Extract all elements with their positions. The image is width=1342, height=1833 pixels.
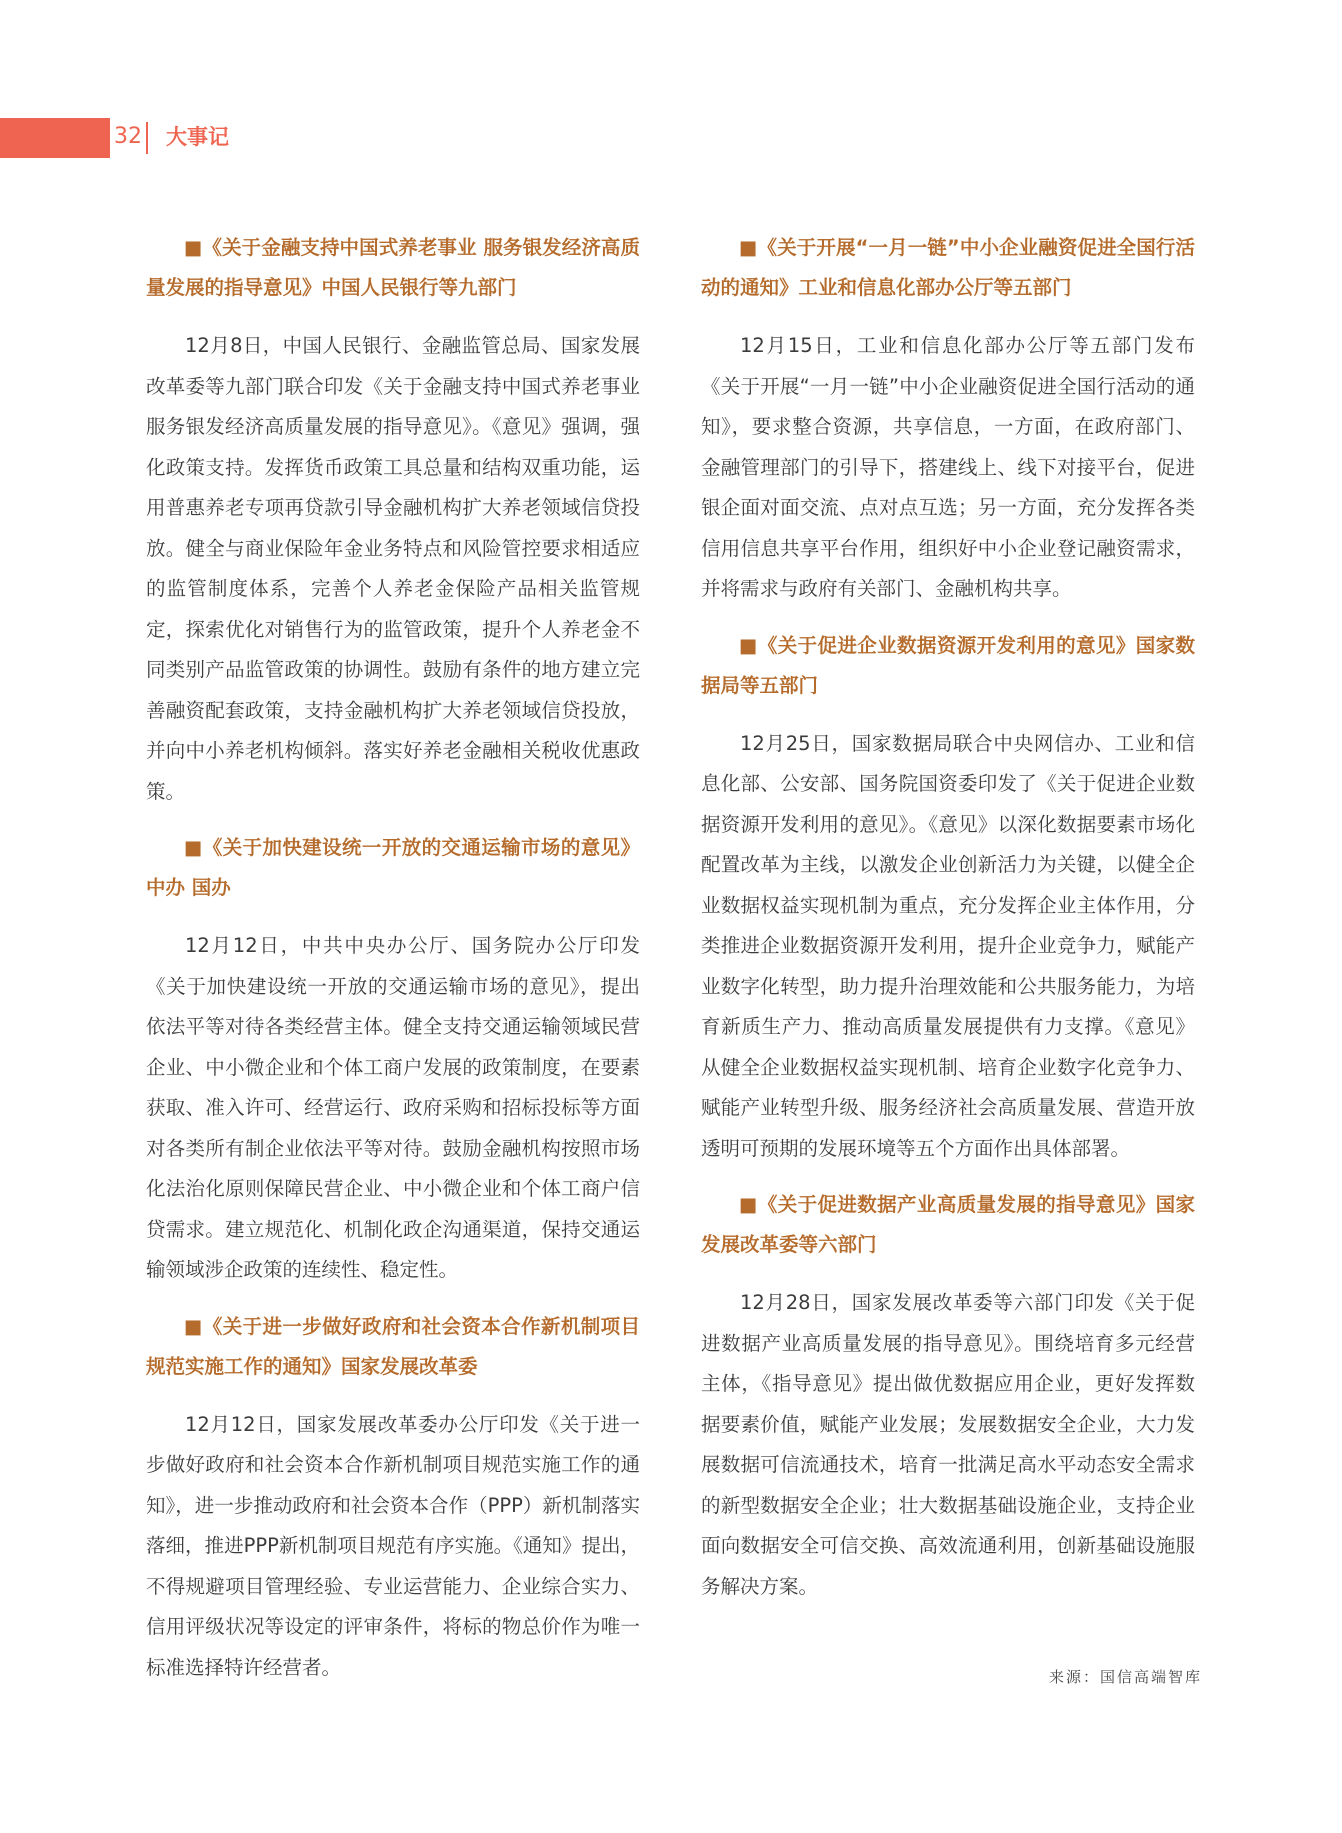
header-divider: [146, 122, 148, 154]
news-item: [146, 228, 640, 812]
item-body: 12月12日，中共中央办公厅、国务院办公厅印发《关于加快建设统一开放的交通运输市场的意见》，提出依法平等对待各类经营主体。健全支持交通运输领域民营企业、中小微企业和个体工商户发展的政策制度，在要素获取、准入许可、经营运行、政府采购和招标投标等方面对各类所有制企业依法平等对待。鼓励金融机构按照市场化法治化原则保障民营企业、中小微企业和个体工商户信贷需求。建立规范化、机制化政企沟通渠道，保持交通运输领域涉企政策的连续性、稳定性。: [146, 934, 640, 1281]
square-bullet-icon: ■: [739, 1193, 758, 1216]
item-title: ■《关于金融支持中国式养老事业 服务银发经济高质量发展的指导意见》中国人民银行等九部门: [146, 228, 640, 308]
square-bullet-icon: ■: [184, 236, 203, 259]
item-body: 12月28日，国家发展改革委等六部门印发《关于促进数据产业高质量发展的指导意见》。围绕培育多元经营主体，《指导意见》提出做优数据应用企业，更好发挥数据要素价值，赋能产业发展；发展数据安全企业，大力发展数据可信流通技术，培育一批满足高水平动态安全需求的新型数据安全企业；壮大数据基础设施企业，支持企业面向数据安全可信交换、高效流通利用，创新基础设施服务解决方案。: [701, 1291, 1195, 1598]
news-item: [701, 626, 1195, 1170]
header-accent-bar: [0, 118, 110, 158]
item-body: 12月15日，工业和信息化部办公厅等五部门发布《关于开展“一月一链”中小企业融资促进全国行活动的通知》，要求整合资源，共享信息，一方面，在政府部门、金融管理部门的引导下，搭建线上、线下对接平台，促进银企面对面交流、点对点互选；另一方面，充分发挥各类信用信息共享平台作用，组织好中小企业登记融资需求，并将需求与政府有关部门、金融机构共享。: [701, 334, 1195, 600]
page-number: 32: [114, 124, 142, 149]
source-credit: 来源：国信高端智库: [1048, 1668, 1202, 1686]
square-bullet-icon: ■: [739, 236, 758, 259]
item-body: 12月12日，国家发展改革委办公厅印发《关于进一步做好政府和社会资本合作新机制项目规范实施工作的通知》，进一步推动政府和社会资本合作（PPP）新机制落实落细，推进PPP新机制项目规范有序实施。《通知》提出，不得规避项目管理经验、专业运营能力、企业综合实力、信用评级状况等设定的评审条件，将标的物总价作为唯一标准选择特许经营者。: [146, 1412, 640, 1679]
left-column: [146, 228, 640, 1704]
item-title: ■《关于促进数据产业高质量发展的指导意见》国家发展改革委等六部门: [701, 1185, 1195, 1265]
item-title: ■《关于开展“一月一链”中小企业融资促进全国行活动的通知》工业和信息化部办公厅等五部门: [701, 228, 1195, 308]
item-body: 12月25日，国家数据局联合中央网信办、工业和信息化部、公安部、国务院国资委印发了《关于促进企业数据资源开发利用的意见》。《意见》以深化数据要素市场化配置改革为主线，以激发企业创新活力为关键，以健全企业数据权益实现机制为重点，充分发挥企业主体作用，分类推进企业数据资源开发利用，提升企业竞争力，赋能产业数字化转型，助力提升治理效能和公共服务能力，为培育新质生产力、推动高质量发展提供有力支撑。《意见》从健全企业数据权益实现机制、培育企业数字化竞争力、赋能产业转型升级、服务经济社会高质量发展、营造开放透明可预期的发展环境等五个方面作出具体部署。: [701, 731, 1195, 1160]
news-item: [146, 1307, 640, 1689]
right-column: [701, 228, 1195, 1623]
news-item: [701, 1185, 1195, 1607]
item-body: 12月8日，中国人民银行、金融监管总局、国家发展改革委等九部门联合印发《关于金融支持中国式养老事业 服务银发经济高质量发展的指导意见》。《意见》强调，强化政策支持。发挥货币政策工具总量和结构双重功能，运用普惠养老专项再贷款引导金融机构扩大养老领域信贷投放。健全与商业保险年金业务特点和风险管控要求相适应的监管制度体系，完善个人养老金保险产品相关监管规定，探索优化对销售行为的监管政策，提升个人养老金不同类别产品监管政策的协调性。鼓励有条件的地方建立完善融资配套政策，支持金融机构扩大养老领域信贷投放，并向中小养老机构倾斜。落实好养老金融相关税收优惠政策。: [146, 334, 640, 803]
square-bullet-icon: ■: [184, 836, 203, 859]
square-bullet-icon: ■: [739, 633, 758, 657]
section-title: 大事记: [166, 125, 229, 149]
item-title: ■《关于促进企业数据资源开发利用的意见》国家数据局等五部门: [701, 626, 1195, 706]
page-header: [0, 118, 600, 158]
item-title: ■《关于进一步做好政府和社会资本合作新机制项目规范实施工作的通知》国家发展改革委: [146, 1307, 640, 1387]
item-title: ■《关于加快建设统一开放的交通运输市场的意见》中办 国办: [146, 828, 640, 908]
square-bullet-icon: ■: [184, 1314, 203, 1338]
news-item: [701, 228, 1195, 610]
news-item: [146, 828, 640, 1291]
